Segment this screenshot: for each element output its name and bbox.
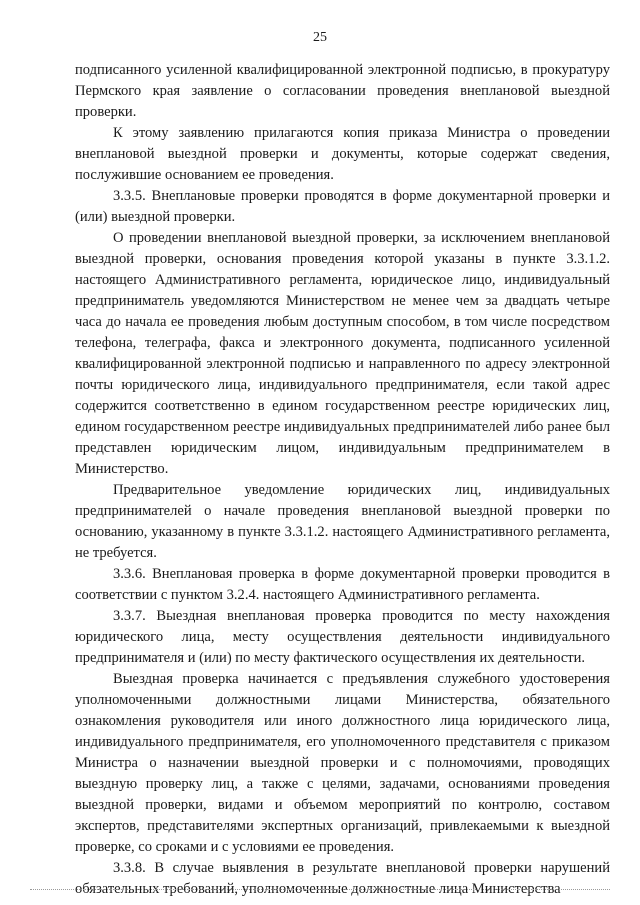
paragraph-prior-notice: Предварительное уведомление юридических лиц, индивидуальных предпринимателей о начале проведения внеплановой выездной проверки по основанию, указанному в пункте 3.3.1.2. настоящего Административного регламента, не требуется.	[75, 482, 610, 561]
paragraph-inspection-start: Выездная проверка начинается с предъявления служебного удостоверения уполномоченными должностными лицами Министерства, обязательного ознакомления руководителя или иного должностного лица юридического лица, индивидуального предпринимателя, его уполномоченного представителя с приказом Министра о назначении выездной проверки и с полномочиями, проводящих выездную проверку лиц, а также с целями, задачами, основаниями проведения выездной проверки, видами и объемом мероприятий по контролю, составом экспертов, представителями экспертных организаций, привлекаемыми к выездной проверке, со сроками и с условиями ее проведения.	[75, 671, 610, 855]
page-number: 25	[313, 30, 327, 45]
paragraph-3-3-8: 3.3.8. В случае выявления в результате внеплановой проверки нарушений обязательных требований, уполномоченные должностные лица Министерства	[75, 860, 610, 897]
paragraph-continuation: подписанного усиленной квалифицированной электронной подписью, в прокуратуру Пермского края заявление о согласовании проведения внеплановой выездной проверки.	[75, 62, 610, 120]
document-body	[75, 60, 610, 900]
scan-bottom-rule	[30, 889, 610, 890]
paragraph-3-3-6: 3.3.6. Внеплановая проверка в форме документарной проверки проводится в соответствии с пунктом 3.2.4. настоящего Административного регламента.	[75, 566, 610, 603]
paragraph-attachment: К этому заявлению прилагаются копия приказа Министра о проведении внеплановой выездной проверки и документы, которые содержат сведения, послужившие основанием ее проведения.	[75, 125, 610, 183]
paragraph-notification: О проведении внеплановой выездной проверки, за исключением внеплановой выездной проверки, основания проведения которой указаны в пункте 3.3.1.2. настоящего Административного регламента, юридическое лицо, индивидуальный предприниматель уведомляются Министерством не менее чем за двадцать четыре часа до начала ее проведения любым доступным способом, в том числе посредством телефона, телеграфа, факса и электронного документа, подписанного усиленной квалифицированной электронной подписью и направленного по адресу электронной почты юридического лица, индивидуального предпринимателя, если такой адрес содержится соответственно в едином государственном реестре юридических лиц, едином государственном реестре индивидуальных предпринимателей либо ранее был представлен юридическим лицом, индивидуальным предпринимателем в Министерство.	[75, 230, 610, 477]
paragraph-3-3-5: 3.3.5. Внеплановые проверки проводятся в форме документарной проверки и (или) выездной проверки.	[75, 188, 610, 225]
paragraph-3-3-7: 3.3.7. Выездная внеплановая проверка проводится по месту нахождения юридического лица, месту осуществления деятельности индивидуального предпринимателя и (или) по месту фактического осуществления их деятельности.	[75, 608, 610, 666]
